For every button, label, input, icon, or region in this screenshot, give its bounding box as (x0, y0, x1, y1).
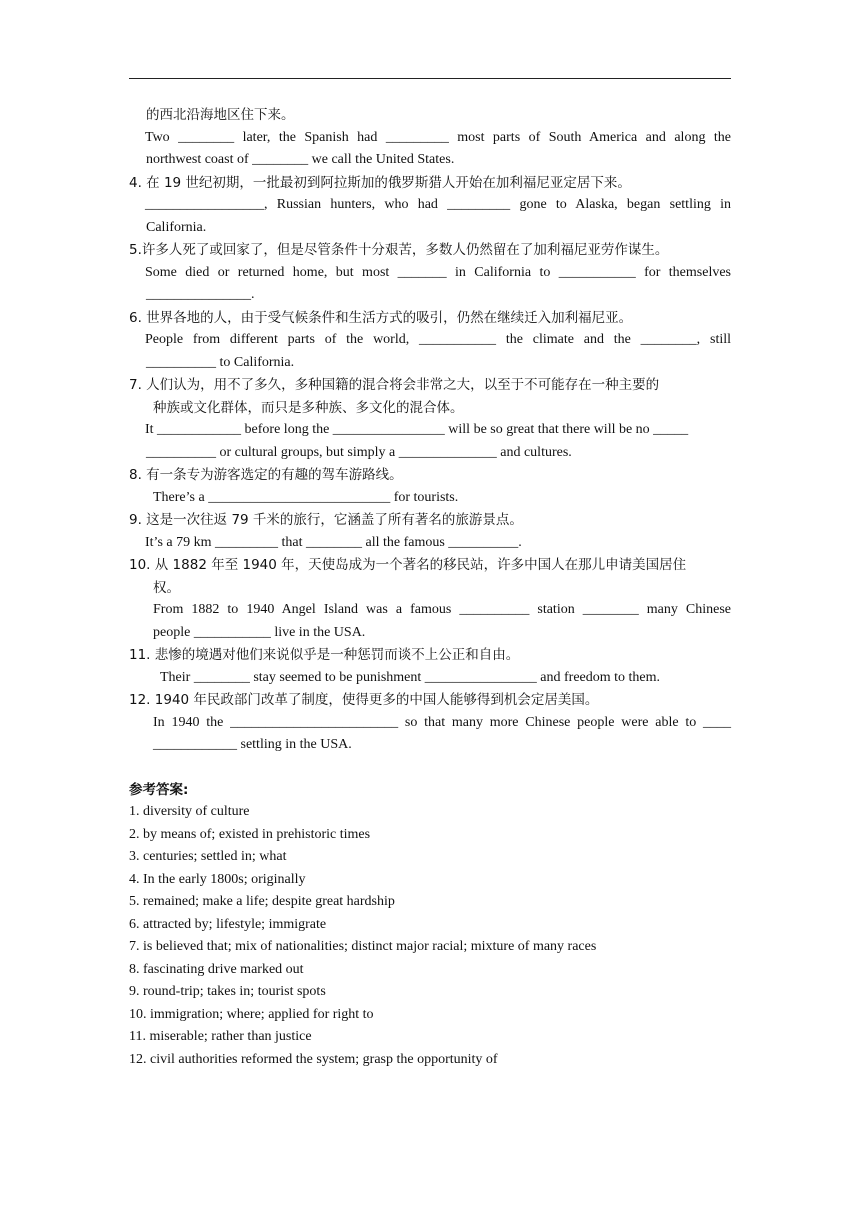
exercise-prompt-10: 10. 从 1882 年至 1940 年，天使岛成为一个著名的移民站，许多中国人在那儿申请美国居住 (129, 557, 687, 573)
exercise-line: Some died or returned home, but most _______ in California to ___________ for themselves (145, 264, 731, 280)
exercise-prompt-9: 9. 这是一次往返 79 千米的旅行，它涵盖了所有著名的旅游景点。 (129, 512, 523, 528)
exercise-line: In 1940 the ________________________ so that many more Chinese people were able to ____ (153, 714, 731, 730)
answer-item: 12. civil authorities reformed the system; grasp the opportunity of (129, 1051, 498, 1067)
exercise-line: _________________, Russian hunters, who had _________ gone to Alaska, began settling in (145, 197, 731, 212)
exercise-prompt-7: 7. 人们认为，用不了多久，多种国籍的混合将会非常之大，以至于不可能存在一种主要的 (129, 377, 660, 393)
answer-item: 8. fascinating drive marked out (129, 961, 304, 977)
exercise-line: _______________. (146, 287, 255, 302)
exercise-line: From 1882 to 1940 Angel Island was a famous __________ station ________ many Chinese (153, 602, 731, 617)
exercise-line: ____________ settling in the USA. (153, 737, 352, 752)
exercise-prompt-5: 5.许多人死了或回家了，但是尽管条件十分艰苦，多数人仍然留在了加利福尼亚劳作谋生。 (129, 242, 669, 258)
exercise-prompt-11: 11. 悲惨的境遇对他们来说似乎是一种惩罚而谈不上公正和自由。 (129, 647, 520, 663)
exercise-line: It’s a 79 km _________ that ________ all the famous __________. (145, 534, 522, 550)
header-rule (129, 78, 731, 79)
answer-item: 10. immigration; where; applied for right to (129, 1006, 374, 1022)
exercise-prompt-4: 4. 在 19 世纪初期，一批最初到阿拉斯加的俄罗斯猎人开始在加利福尼亚定居下来。 (129, 174, 631, 191)
answer-item: 5. remained; make a life; despite great hardship (129, 894, 395, 909)
answer-item: 9. round-trip; takes in; tourist spots (129, 984, 326, 999)
exercise-line: Two ________ later, the Spanish had _________ most parts of South America and along the (145, 129, 731, 145)
exercise-prompt-8: 8. 有一条专为游客选定的有趣的驾车游路线。 (129, 467, 403, 483)
answer-item: 11. miserable; rather than justice (129, 1029, 312, 1044)
answer-item: 1. diversity of culture (129, 804, 250, 819)
exercise-prompt-12: 12. 1940 年民政部门改革了制度，使得更多的中国人能够得到机会定居美国。 (129, 692, 599, 708)
exercise-line: __________ to California. (146, 354, 295, 370)
exercise-line: 权。 (153, 579, 180, 596)
exercise-line: 种族或文化群体，而只是多种族、多文化的混合体。 (153, 399, 464, 416)
exercise-line: Their ________ stay seemed to be punishment ________________ and freedom to them. (160, 669, 661, 685)
worksheet-content (129, 104, 731, 1071)
exercise-line: There’s a __________________________ for tourists. (153, 489, 459, 505)
answer-item: 7. is believed that; mix of nationalities; distinct major racial; mixture of many races (129, 939, 597, 954)
exercise-line: northwest coast of ________ we call the United States. (146, 152, 455, 167)
exercise-line: People from different parts of the world, ___________ the climate and the ________, still (145, 332, 731, 347)
answers-heading: 参考答案: (129, 781, 189, 798)
exercise-line: people ___________ live in the USA. (153, 624, 366, 640)
answer-item: 3. centuries; settled in; what (129, 849, 287, 864)
answer-item: 2. by means of; existed in prehistoric times (129, 826, 371, 842)
answer-item: 4. In the early 1800s; originally (129, 871, 306, 887)
exercise-line: California. (146, 219, 207, 235)
exercise-line: It ____________ before long the ________________ will be so great that there will be no _____ (145, 422, 689, 437)
exercise-line: __________ or cultural groups, but simply a ______________ and cultures. (146, 444, 572, 460)
answer-item: 6. attracted by; lifestyle; immigrate (129, 916, 327, 932)
exercise-prompt-6: 6. 世界各地的人，由于受气候条件和生活方式的吸引，仍然在继续迁入加利福尼亚。 (129, 309, 633, 326)
exercise-line: 的西北沿海地区住下来。 (146, 107, 295, 123)
